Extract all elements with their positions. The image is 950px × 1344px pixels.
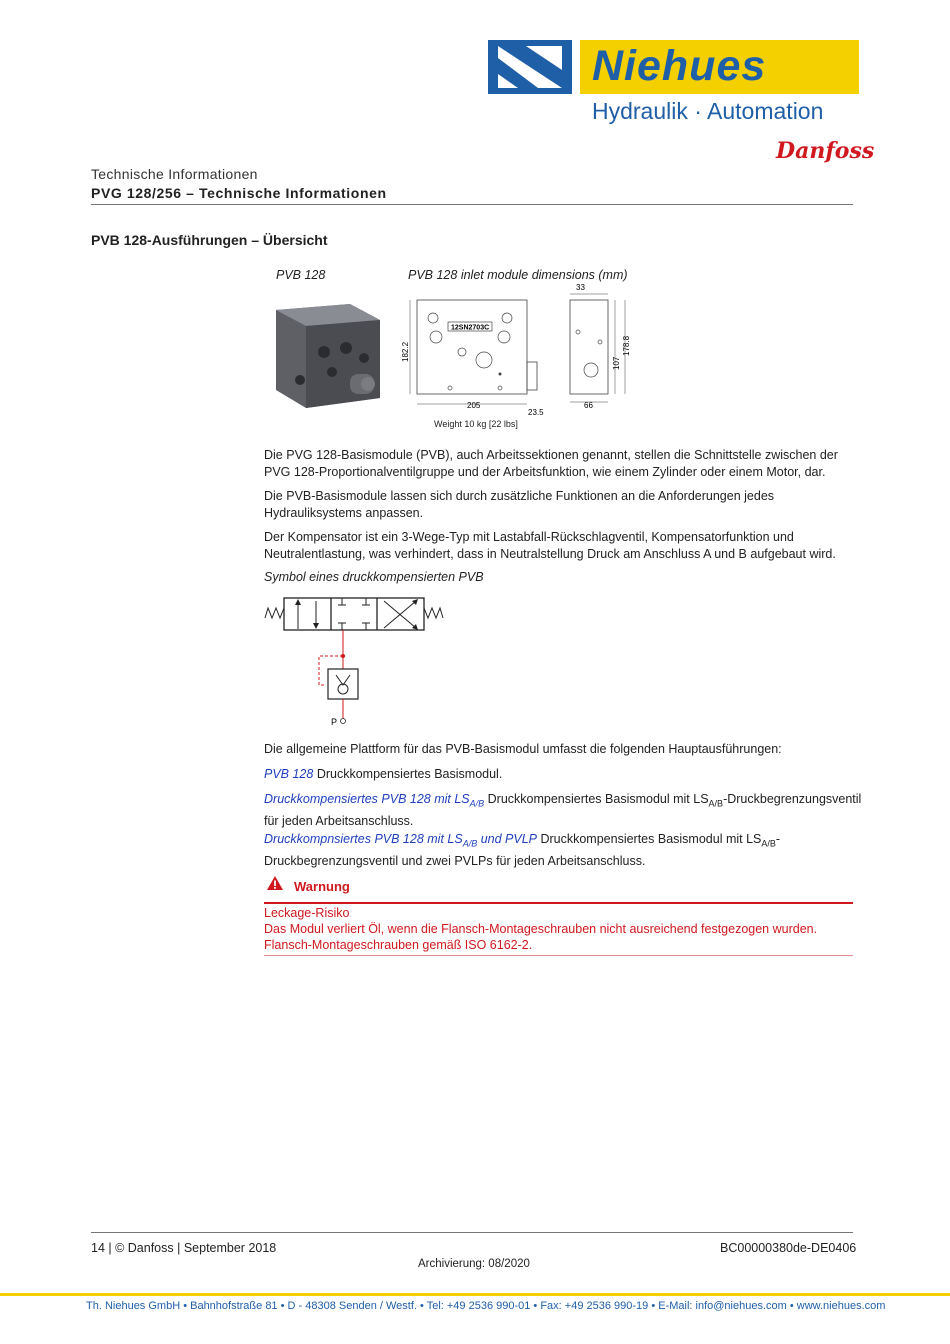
- header-subtitle: Technische Informationen: [91, 166, 258, 182]
- warning-title: Warnung: [294, 879, 350, 894]
- footer-page-info: 14 | © Danfoss | September 2018: [91, 1241, 277, 1255]
- warning-top-rule: [264, 902, 853, 904]
- company-address: Th. Niehues GmbH • Bahnhofstraße 81 • D - 48308 Senden / Westf. • Tel: +49 2536 990-01 • Fax: +49 2536 990-19 • E-Mail: info@niehues.com • www.niehues.com: [86, 1300, 886, 1312]
- dim-offset: 23.5: [528, 408, 544, 417]
- paragraph-3: Der Kompensator ist ein 3-Wege-Typ mit Lastabfall-Rückschlagventil, Kompensatorfunktion und Neutralentlastung, was verhindert, dass in Neutralstellung Druck am Anschluss A und B aufgebaut wird.: [264, 530, 836, 561]
- warning-line-2: Das Modul verliert Öl, wenn die Flansch-Montageschrauben nicht ausreichend festgezogen wurden.: [264, 922, 818, 936]
- part-label: 12SN2703C: [451, 324, 490, 332]
- header-title: PVG 128/256 – Technische Informationen: [91, 185, 387, 201]
- platform-intro: Die allgemeine Plattform für das PVB-Basismodul umfasst die folgenden Hauptausführungen:: [264, 742, 782, 756]
- dim-side-h2: 178.8: [622, 335, 631, 356]
- dim-height: 182.2: [401, 341, 410, 362]
- variant-3: Druckkompnsiertes PVB 128 mit $LS_{A/B}$ und PVLP Druckkompensiertes Basismodul mit $LS_{A/B}$-Druckbegrenzungsventil und zwei PVLPs für jeden Arbeitsanschluss.: [264, 832, 781, 868]
- bottom-yellow-bar: [0, 1293, 950, 1296]
- dimension-drawing: [400, 280, 630, 425]
- variant-1-text: Druckkompensiertes Basismodul.: [313, 767, 503, 781]
- variant-1: [264, 766, 864, 783]
- pvb-module-photo: [272, 300, 386, 417]
- hydraulic-symbol: [262, 593, 452, 736]
- paragraph-2: Die PVB-Basismodule lassen sich durch zusätzliche Funktionen an die Anforderungen jedes Hydrauliksystems anpassen.: [264, 489, 775, 520]
- dim-width: 205: [467, 401, 481, 410]
- footer-archive: Archivierung: 08/2020: [418, 1258, 530, 1270]
- footer-doc-id: BC00000380de-DE0406: [720, 1241, 857, 1255]
- footer-divider: [91, 1232, 853, 1233]
- warning-icon: [266, 875, 284, 896]
- danfoss-logo: Danfoss: [776, 138, 875, 164]
- dim-side-h1: 107: [612, 356, 621, 370]
- dim-top: 33: [576, 283, 585, 292]
- warning-line-3: Flansch-Montageschrauben gemäß ISO 6162-2.: [264, 938, 533, 952]
- logo-subtitle: Hydraulik · Automation: [592, 98, 824, 124]
- logo-mark-icon: [488, 40, 572, 94]
- dim-side-width: 66: [584, 401, 593, 410]
- paragraph-1: Die PVG 128-Basismodule (PVB), auch Arbeitssektionen genannt, stellen die Schnittstelle zwischen der PVG 128-Proportionalventilgruppe und der Arbeitsfunktion, wie einem Zylinder oder einem Motor, dar.: [264, 448, 838, 479]
- variant-2: Druckkompensiertes PVB 128 mit $LS_{A/B}$ Druckkompensiertes Basismodul mit $LS_{A/B}$-Druckbegrenzungsventil für jeden Arbeitsanschluss.: [264, 792, 862, 828]
- figure-caption-dimensions: PVB 128 inlet module dimensions (mm): [408, 268, 628, 282]
- warning-line-1: Leckage-Risiko: [264, 906, 350, 920]
- section-title: PVB 128-Ausführungen – Übersicht: [91, 232, 328, 248]
- variant-2-link[interactable]: Druckkompensiertes PVB 128 mit $LS_{A/B}$: [264, 792, 485, 809]
- variant-1-link[interactable]: PVB 128: [264, 767, 314, 781]
- logo-name: Niehues: [592, 42, 767, 90]
- weight-label: Weight 10 kg [22 lbs]: [434, 419, 518, 429]
- figure-caption-photo: PVB 128: [276, 268, 326, 282]
- warning-bottom-rule: [264, 955, 853, 956]
- port-label: P: [331, 717, 338, 727]
- variant-3-link[interactable]: Druckkompnsiertes PVB 128 mit $LS_{A/B}$ und PVLP: [264, 832, 537, 849]
- symbol-caption: Symbol eines druckkompensierten PVB: [264, 570, 484, 584]
- header-divider: [91, 204, 853, 205]
